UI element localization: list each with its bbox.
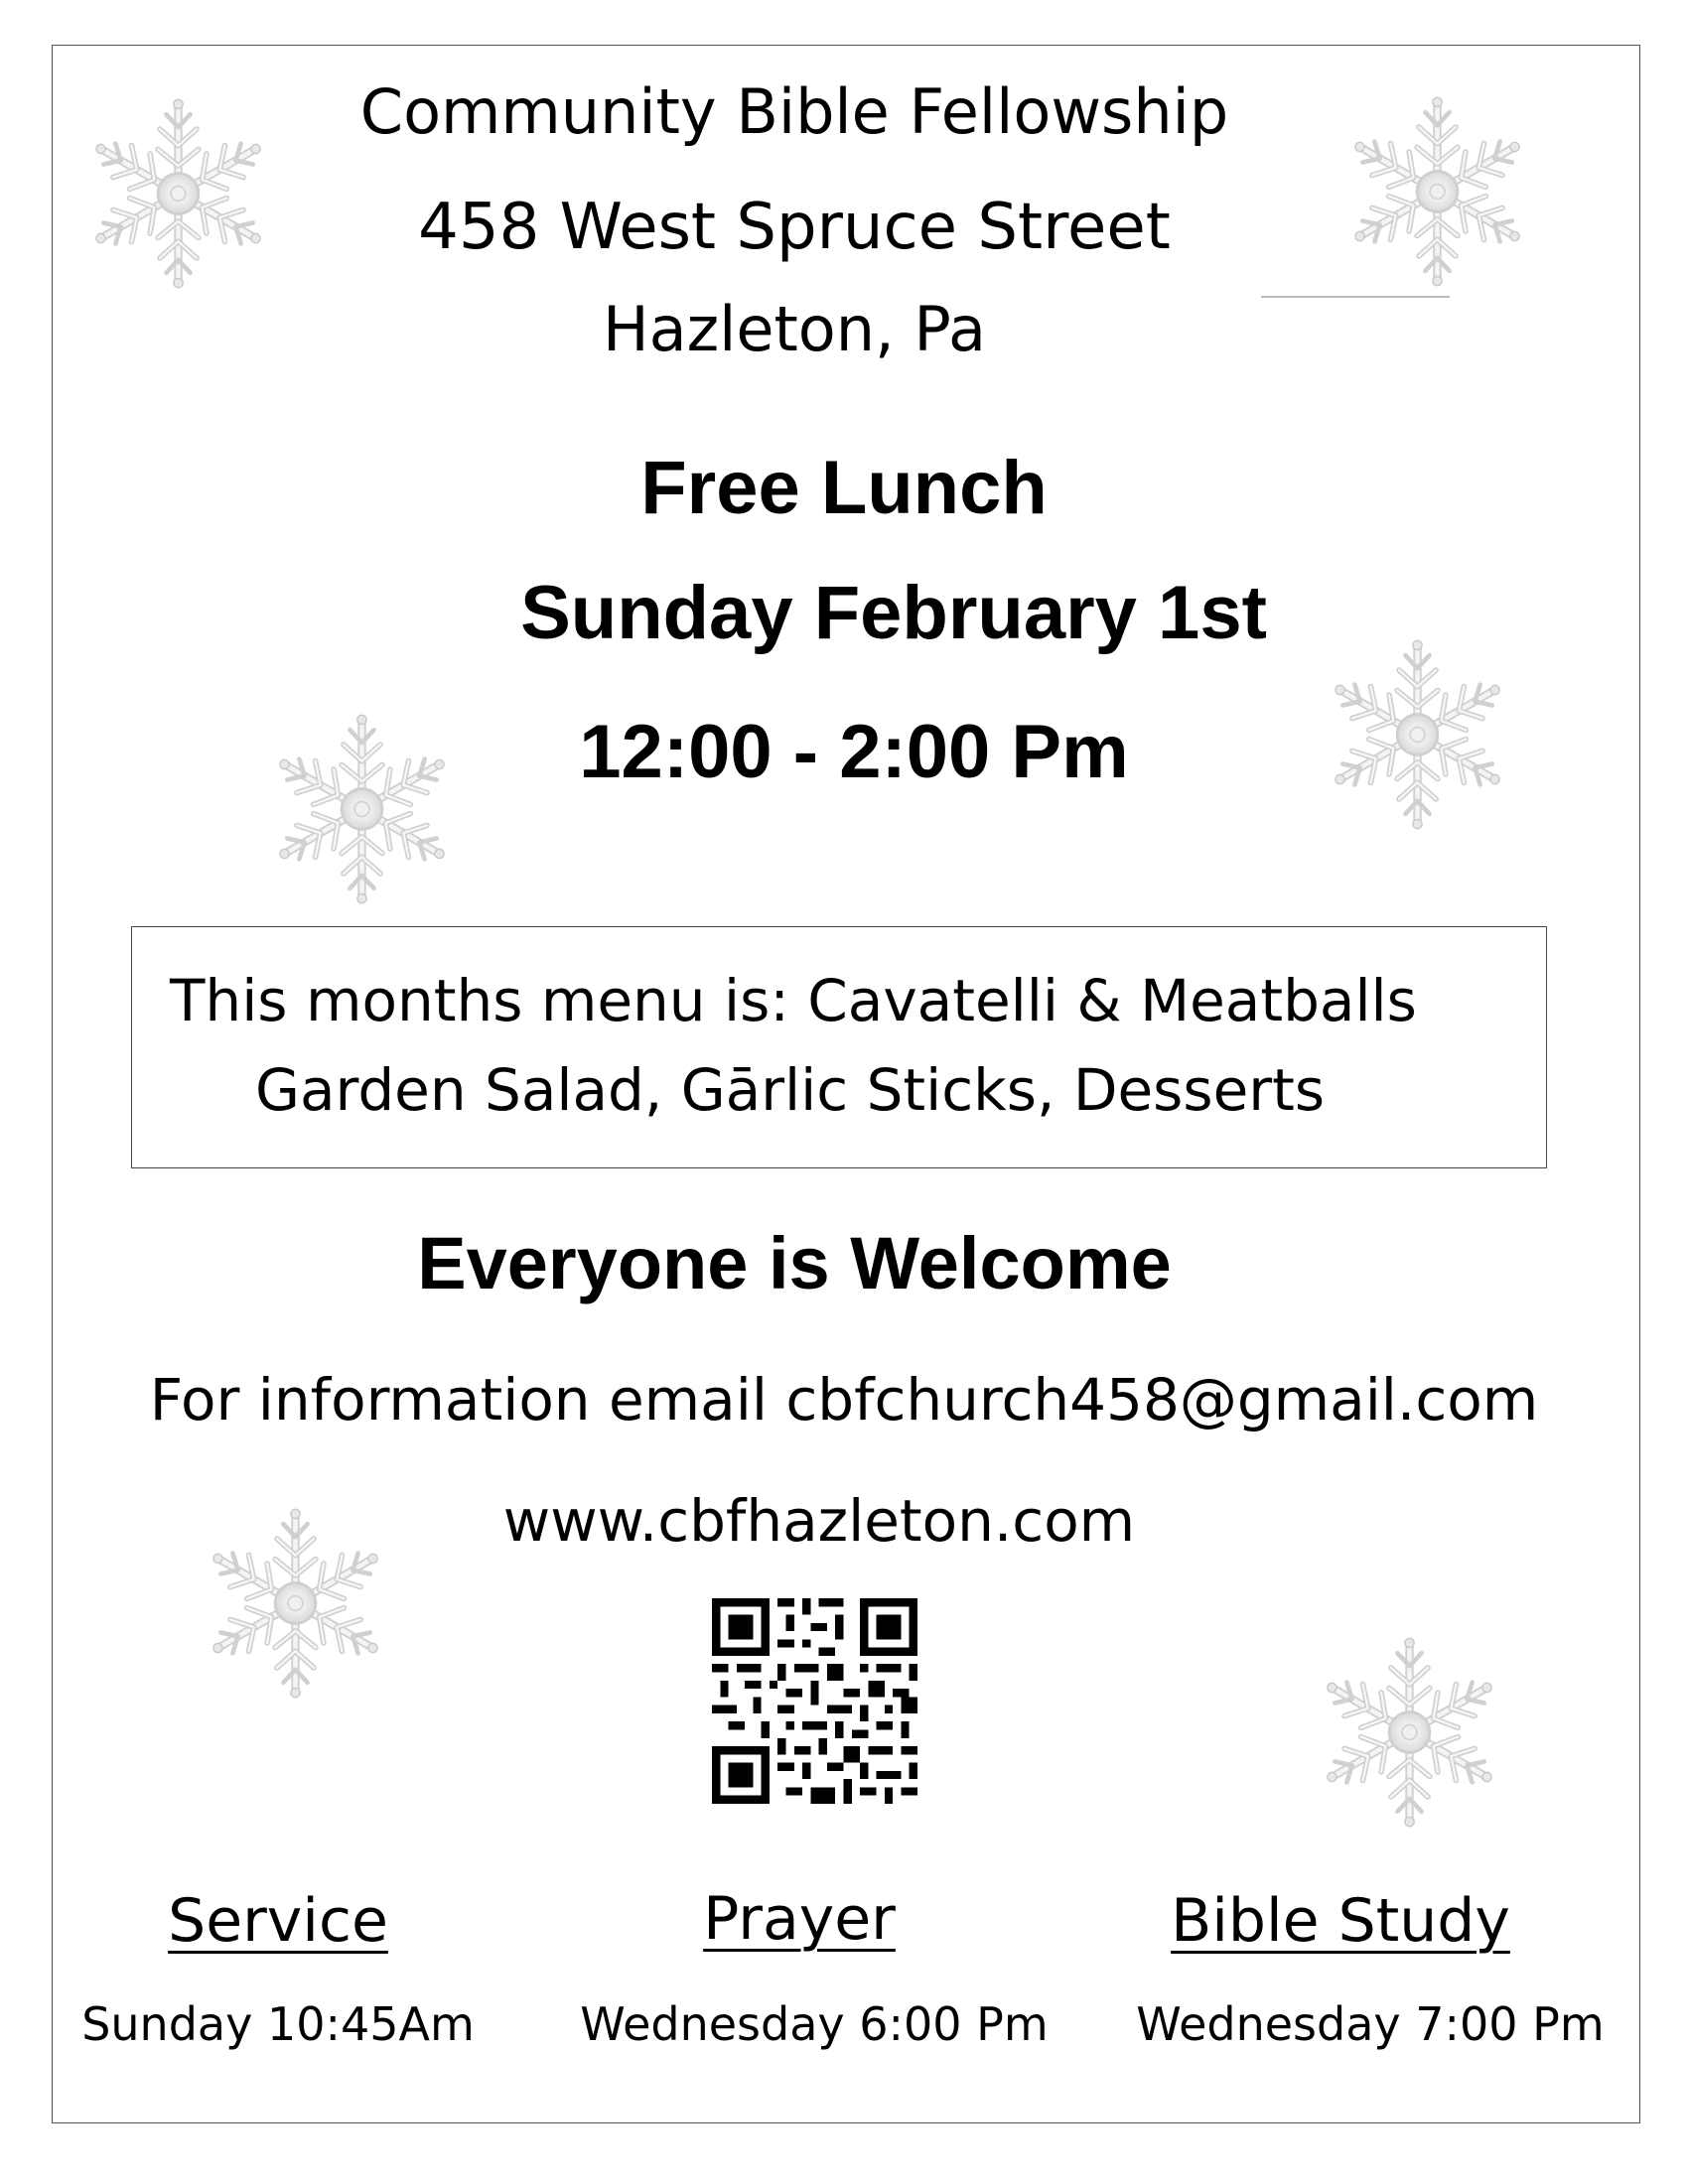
snowflake-icon xyxy=(81,79,275,308)
snowflake-icon xyxy=(1313,1618,1506,1846)
church-name: Community Bible Fellowship xyxy=(359,75,1229,148)
website-link[interactable]: www.cbfhazleton.com xyxy=(502,1487,1136,1555)
schedule-time-bible-study: Wednesday 7:00 Pm xyxy=(1136,1997,1605,2051)
schedule-heading-service: Service xyxy=(168,1886,388,1956)
menu-line-2: Garden Salad, Gārlic Sticks, Desserts xyxy=(255,1056,1326,1124)
event-title: Free Lunch xyxy=(640,446,1048,530)
welcome-heading: Everyone is Welcome xyxy=(417,1222,1172,1304)
schedule-time-prayer: Wednesday 6:00 Pm xyxy=(580,1997,1049,2051)
snowflake-icon xyxy=(265,695,459,923)
snowflake-icon xyxy=(1340,77,1534,306)
event-time: 12:00 - 2:00 Pm xyxy=(579,710,1129,794)
contact-email: For information email cbfchurch458@gmail.com xyxy=(149,1366,1539,1433)
church-street: 458 West Spruce Street xyxy=(418,191,1171,264)
divider xyxy=(1261,296,1450,298)
schedule-time-service: Sunday 10:45Am xyxy=(81,1997,475,2051)
menu-line-1: This months menu is: Cavatelli & Meatballs xyxy=(170,967,1417,1034)
event-date: Sunday February 1st xyxy=(520,571,1267,655)
snowflake-icon xyxy=(199,1489,392,1717)
menu-box xyxy=(131,926,1547,1168)
qr-code-icon[interactable] xyxy=(712,1598,917,1804)
church-city: Hazleton, Pa xyxy=(602,293,987,365)
schedule-heading-bible-study: Bible Study xyxy=(1171,1886,1510,1956)
schedule-heading-prayer: Prayer xyxy=(703,1884,896,1954)
